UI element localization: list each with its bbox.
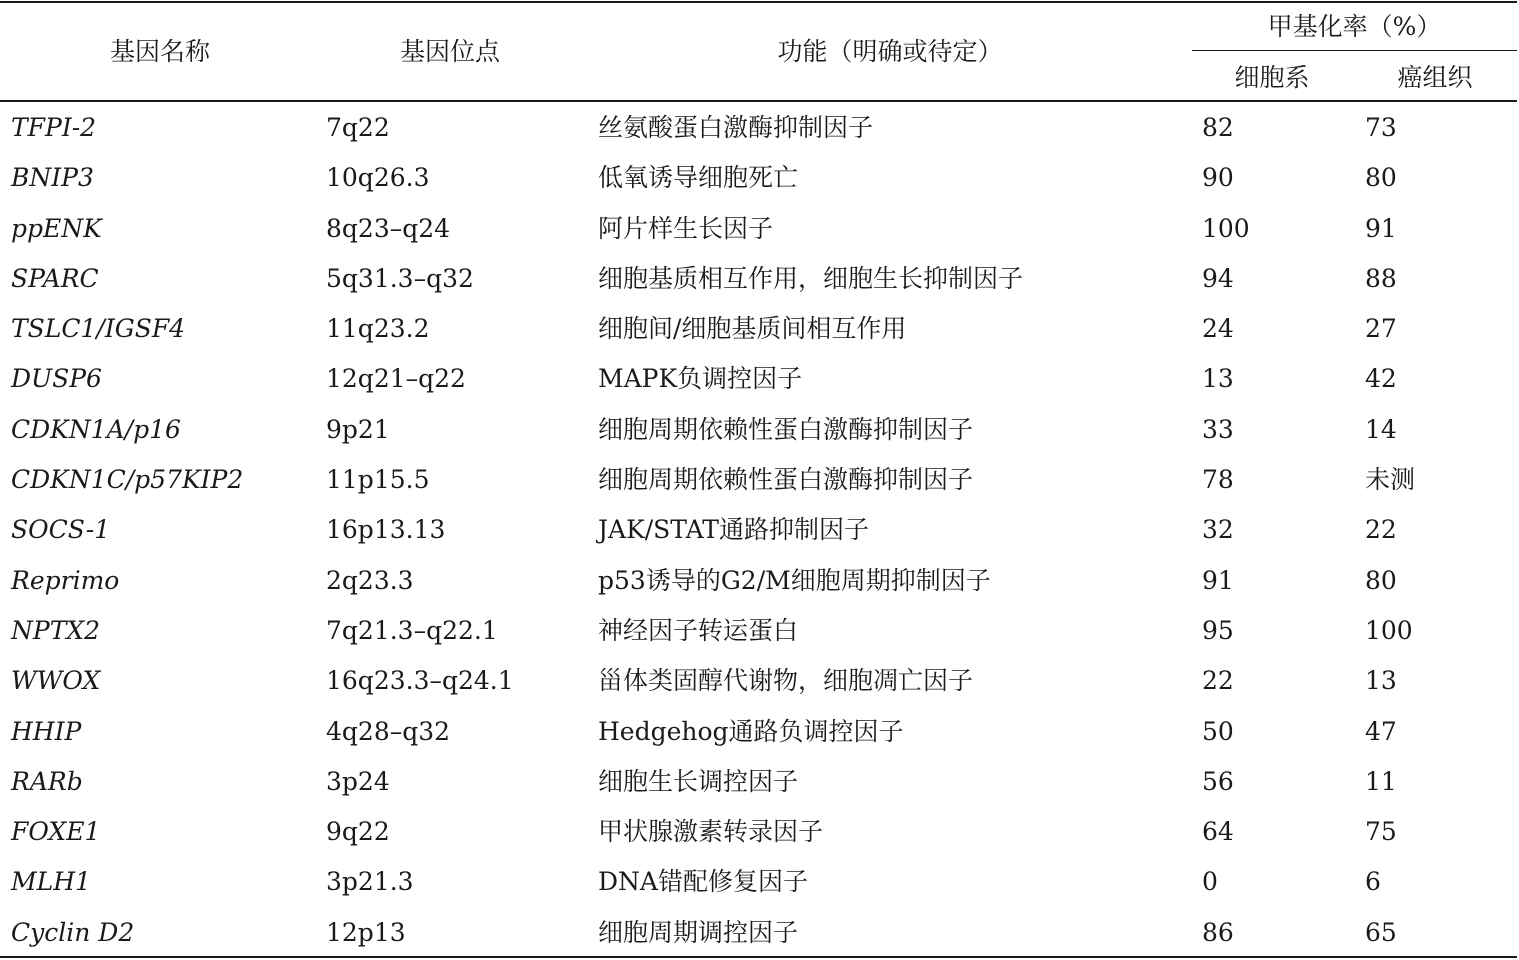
gene-locus-cell: 7q21.3–q22.1 [326, 615, 498, 645]
function-cell: 甲状腺激素转录因子 [598, 817, 824, 847]
gene-locus-cell: 10q26.3 [326, 163, 430, 193]
table-body [0, 103, 1517, 958]
cell-line-rate-cell: 64 [1202, 817, 1234, 847]
cell-line-rate-cell: 78 [1202, 465, 1234, 495]
function-cell: 甾体类固醇代谢物，细胞凋亡因子 [598, 666, 974, 696]
gene-name-cell: ppENK [11, 213, 102, 243]
table-row [0, 707, 1517, 757]
tissue-rate-cell: 91 [1365, 213, 1397, 243]
table-row [0, 556, 1517, 606]
tissue-rate-cell: 100 [1365, 615, 1413, 645]
tissue-rate-cell: 75 [1365, 817, 1397, 847]
table-header-rule [0, 100, 1517, 102]
gene-locus-cell: 12p13 [326, 917, 406, 947]
table-row [0, 254, 1517, 304]
table-row [0, 304, 1517, 354]
function-cell: 阿片样生长因子 [598, 213, 774, 243]
gene-locus-cell: 16q23.3–q24.1 [326, 666, 514, 696]
cell-line-rate-cell: 33 [1202, 414, 1234, 444]
header-function: 功能（明确或待定） [777, 37, 1003, 66]
tissue-rate-cell: 14 [1365, 414, 1397, 444]
table-row [0, 656, 1517, 706]
header-methylation-rate: 甲基化率（%） [1267, 12, 1442, 41]
table-row [0, 807, 1517, 857]
function-cell: 低氧诱导细胞死亡 [598, 163, 799, 193]
tissue-rate-cell: 47 [1365, 716, 1397, 746]
gene-name-cell: RARb [11, 766, 83, 796]
gene-name-cell: Cyclin D2 [11, 917, 135, 947]
table-row [0, 455, 1517, 505]
tissue-rate-cell: 13 [1365, 666, 1397, 696]
function-cell: 细胞周期调控因子 [598, 917, 799, 947]
gene-locus-cell: 2q23.3 [326, 565, 414, 595]
tissue-rate-cell: 11 [1365, 766, 1397, 796]
gene-locus-cell: 3p24 [326, 766, 390, 796]
cell-line-rate-cell: 32 [1202, 515, 1234, 545]
header-gene-name: 基因名称 [109, 37, 210, 66]
gene-name-cell: TFPI-2 [11, 113, 97, 142]
tissue-rate-cell: 6 [1365, 867, 1381, 897]
tissue-rate-cell: 42 [1365, 364, 1397, 394]
header-gene-locus: 基因位点 [399, 37, 500, 66]
function-cell: Hedgehog通路负调控因子 [598, 716, 904, 746]
function-cell: 细胞生长调控因子 [598, 766, 799, 796]
gene-locus-cell: 5q31.3–q32 [326, 263, 474, 293]
tissue-rate-cell: 80 [1365, 163, 1397, 193]
cell-line-rate-cell: 91 [1202, 565, 1234, 595]
function-cell: 细胞周期依赖性蛋白激酶抑制因子 [598, 414, 974, 444]
header-cell-line: 细胞系 [1234, 63, 1310, 92]
table-row [0, 405, 1517, 455]
table-row [0, 505, 1517, 555]
function-cell: p53诱导的G2/M细胞周期抑制因子 [598, 565, 991, 595]
gene-locus-cell: 16p13.13 [326, 515, 446, 545]
cell-line-rate-cell: 13 [1202, 364, 1234, 394]
gene-name-cell: WWOX [11, 666, 101, 696]
cell-line-rate-cell: 0 [1202, 867, 1218, 897]
table-top-rule [0, 1, 1517, 3]
gene-locus-cell: 9p21 [326, 414, 390, 444]
gene-locus-cell: 12q21–q22 [326, 364, 466, 394]
cell-line-rate-cell: 86 [1202, 917, 1234, 947]
header-cancer-tissue: 癌组织 [1397, 63, 1473, 92]
tissue-rate-cell: 65 [1365, 917, 1397, 947]
gene-locus-cell: 3p21.3 [326, 867, 414, 897]
gene-name-cell: FOXE1 [11, 817, 101, 847]
cell-line-rate-cell: 24 [1202, 314, 1234, 344]
gene-name-cell: SOCS-1 [11, 515, 111, 545]
gene-locus-cell: 11q23.2 [326, 314, 430, 344]
gene-name-cell: DUSP6 [11, 364, 102, 394]
cell-line-rate-cell: 82 [1202, 113, 1234, 142]
function-cell: DNA错配修复因子 [598, 867, 808, 897]
tissue-rate-cell: 未测 [1365, 465, 1416, 495]
table-row [0, 103, 1517, 153]
gene-name-cell: TSLC1/IGSF4 [11, 314, 186, 344]
cell-line-rate-cell: 100 [1202, 213, 1250, 243]
table-row [0, 857, 1517, 907]
gene-locus-cell: 4q28–q32 [326, 716, 451, 746]
function-cell: MAPK负调控因子 [598, 364, 803, 394]
cell-line-rate-cell: 95 [1202, 615, 1234, 645]
function-cell: 细胞间/细胞基质间相互作用 [598, 314, 907, 344]
cell-line-rate-cell: 50 [1202, 716, 1234, 746]
function-cell: 细胞周期依赖性蛋白激酶抑制因子 [598, 465, 974, 495]
gene-name-cell: BNIP3 [11, 163, 94, 193]
cell-line-rate-cell: 56 [1202, 766, 1234, 796]
table-row [0, 606, 1517, 656]
gene-name-cell: NPTX2 [11, 615, 101, 645]
gene-name-cell: CDKN1C/p57KIP2 [11, 465, 244, 495]
gene-name-cell: HHIP [11, 716, 82, 746]
function-cell: 细胞基质相互作用，细胞生长抑制因子 [598, 263, 1024, 293]
function-cell: 丝氨酸蛋白激酶抑制因子 [598, 113, 874, 142]
tissue-rate-cell: 22 [1365, 515, 1397, 545]
tissue-rate-cell: 88 [1365, 263, 1397, 293]
gene-locus-cell: 7q22 [326, 113, 390, 142]
cell-line-rate-cell: 90 [1202, 163, 1234, 193]
gene-name-cell: CDKN1A/p16 [11, 414, 181, 444]
header-group-rule [1192, 50, 1517, 51]
gene-name-cell: Reprimo [11, 565, 120, 595]
cell-line-rate-cell: 22 [1202, 666, 1234, 696]
gene-name-cell: MLH1 [11, 867, 91, 897]
function-cell: JAK/STAT通路抑制因子 [598, 515, 869, 545]
table-bottom-rule [0, 956, 1517, 958]
table-row [0, 153, 1517, 203]
gene-locus-cell: 11p15.5 [326, 465, 430, 495]
function-cell: 神经因子转运蛋白 [598, 615, 799, 645]
cell-line-rate-cell: 94 [1202, 263, 1234, 293]
tissue-rate-cell: 73 [1365, 113, 1397, 142]
table-row [0, 757, 1517, 807]
gene-locus-cell: 8q23–q24 [326, 213, 451, 243]
tissue-rate-cell: 27 [1365, 314, 1397, 344]
tissue-rate-cell: 80 [1365, 565, 1397, 595]
table-row [0, 908, 1517, 958]
table-row [0, 204, 1517, 254]
table-row [0, 354, 1517, 404]
gene-name-cell: SPARC [11, 263, 99, 293]
gene-locus-cell: 9q22 [326, 817, 390, 847]
